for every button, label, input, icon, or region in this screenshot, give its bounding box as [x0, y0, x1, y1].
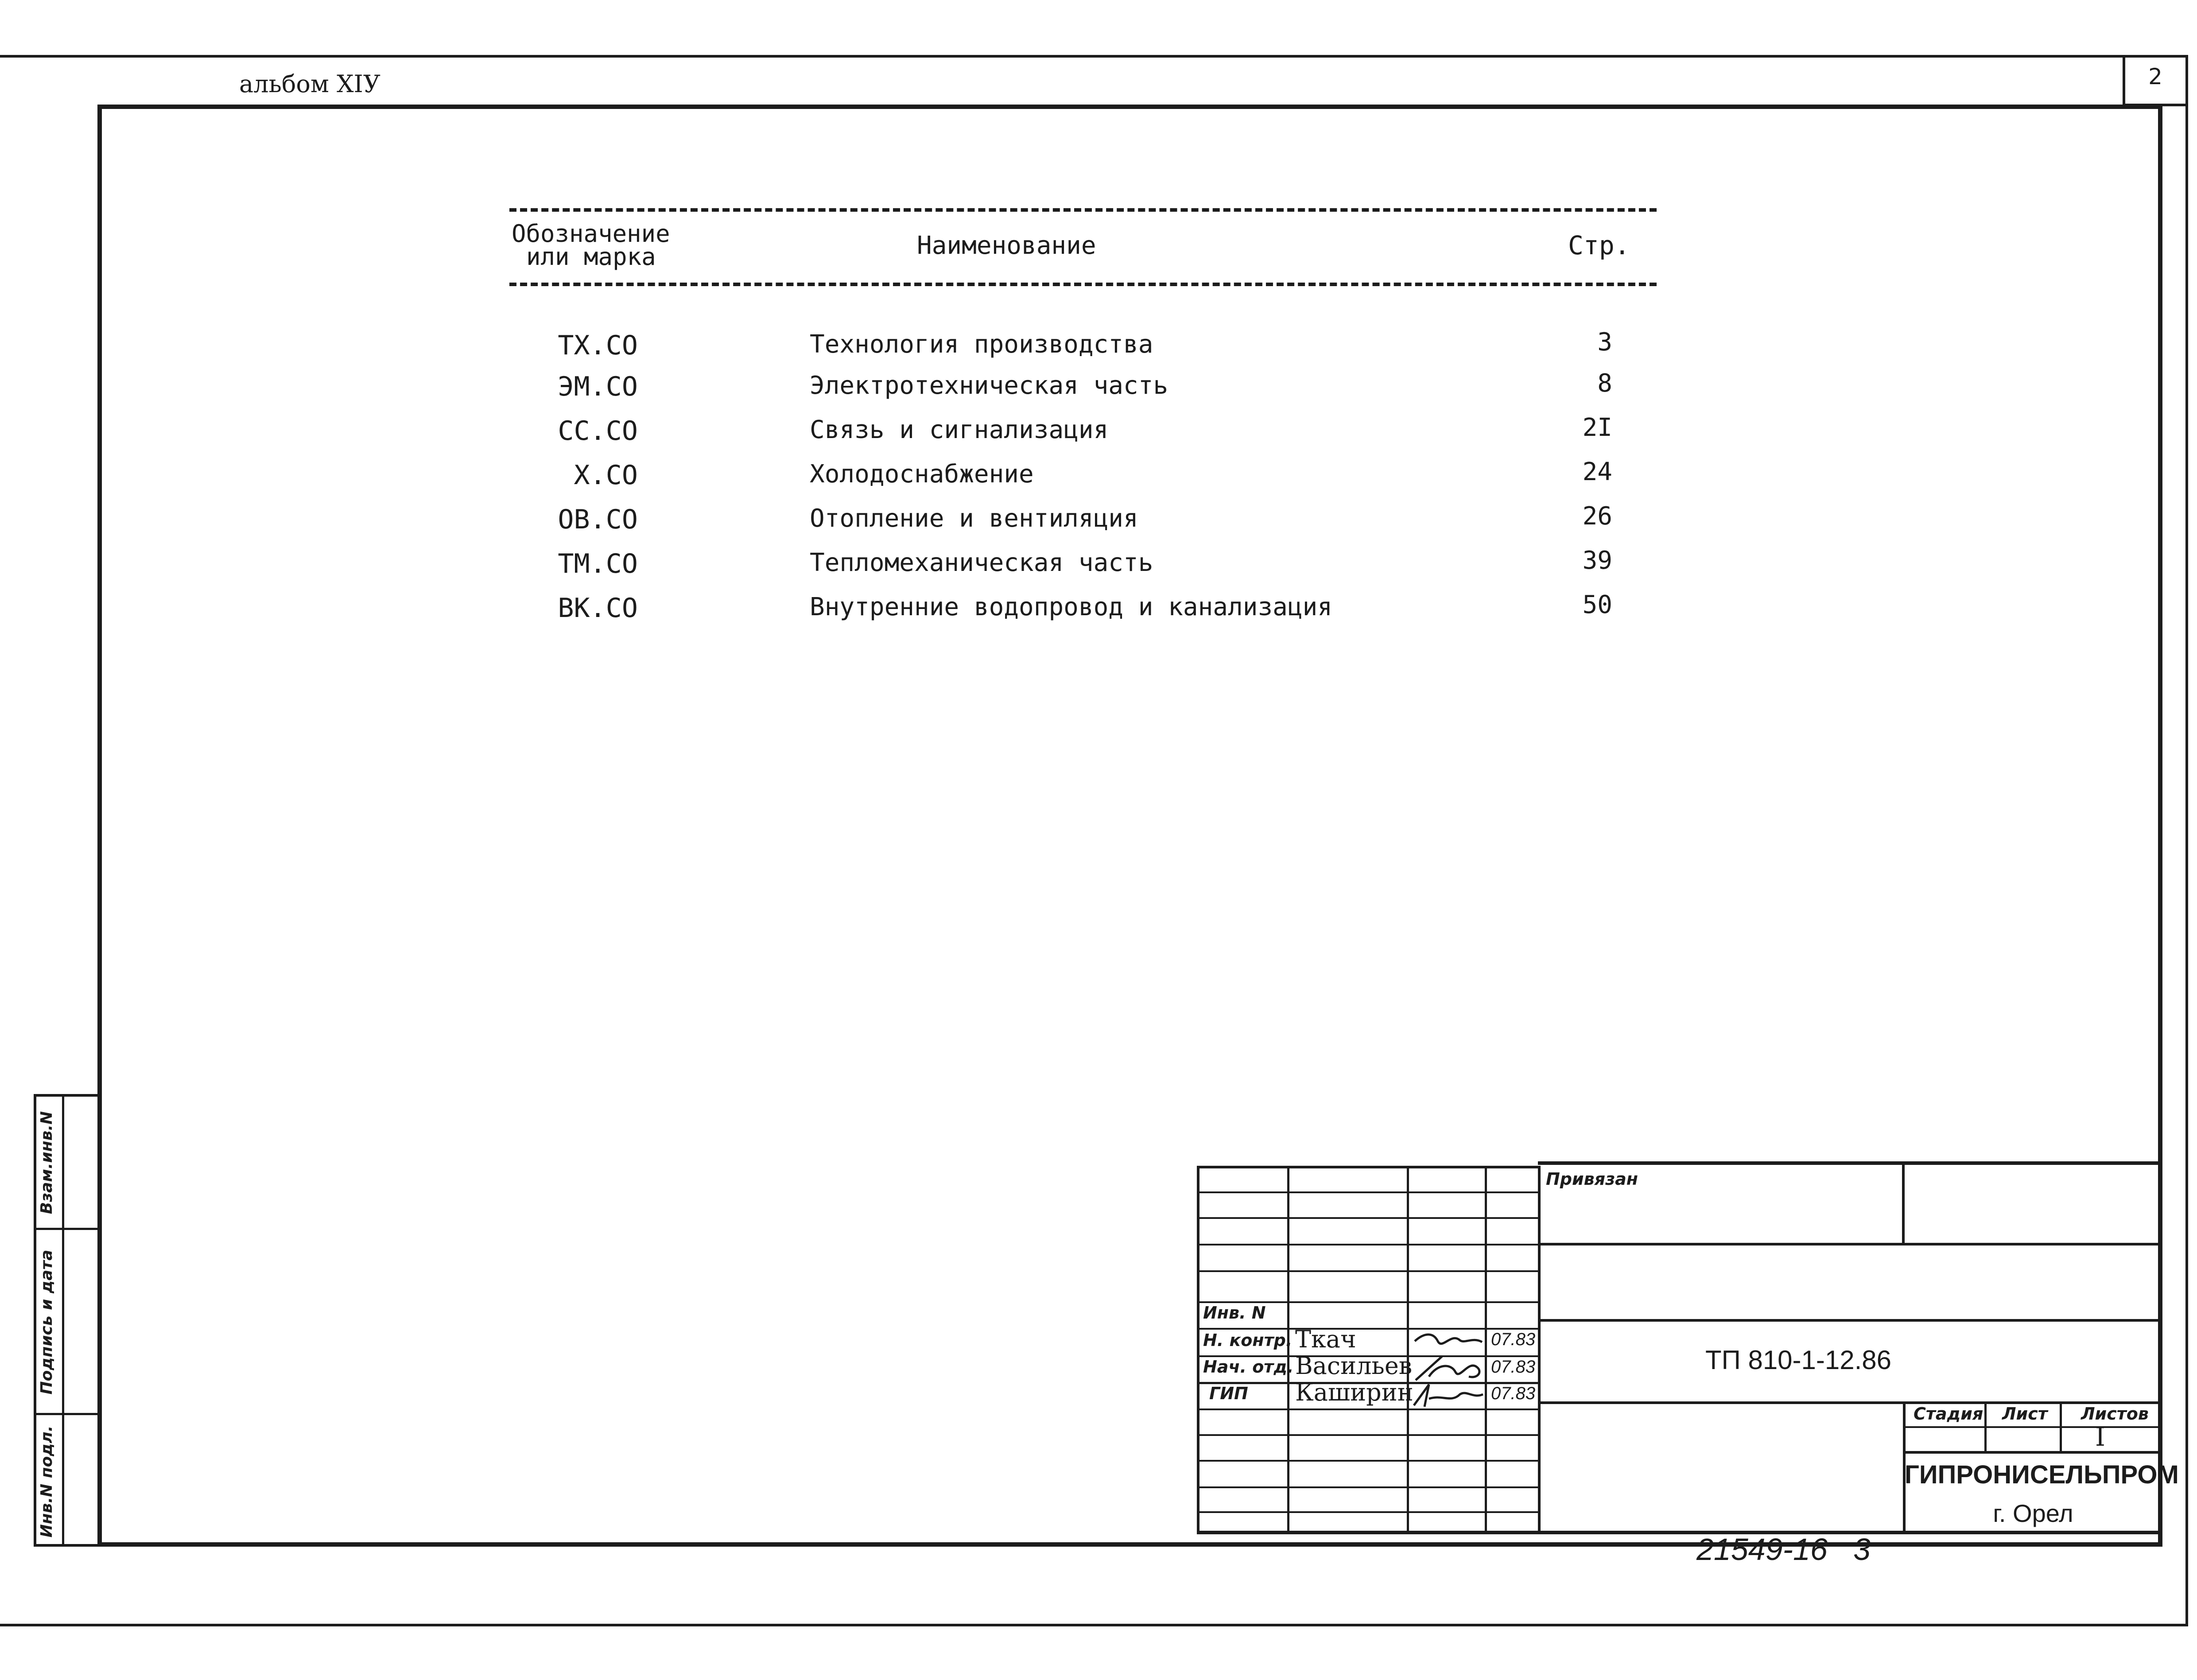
archive-number: 21549-16 3 [1696, 1532, 1871, 1567]
grid-hline [1197, 1244, 1541, 1245]
grid-hline [1197, 1511, 1541, 1513]
row-page: 3 [1597, 328, 1612, 357]
row-name: Технология производства [810, 330, 1153, 359]
side-stamp-divider [62, 1094, 64, 1547]
grid-hline [1197, 1434, 1541, 1436]
tb-hline-2 [1538, 1319, 2162, 1322]
side-stamp-vzam: Взам.инв.N [38, 1111, 56, 1214]
row-name: Связь и сигнализация [810, 415, 1109, 444]
role-person: Ткач [1295, 1325, 1356, 1353]
header-page: Стр. [1568, 230, 1630, 260]
sheet-number: 2 [2148, 64, 2162, 89]
frame-right [2158, 105, 2162, 1547]
grid-hline [1197, 1460, 1541, 1462]
row-name: Электротехническая часть [810, 371, 1168, 400]
row-code: ВК.СО [558, 593, 638, 624]
stadiya-label: Стадия [1914, 1404, 1984, 1424]
signature-3 [1411, 1381, 1485, 1408]
album-label: альбом XIУ [239, 70, 380, 98]
row-code: ТМ.СО [558, 548, 638, 579]
outer-top-border [0, 55, 2188, 58]
row-page: 8 [1597, 369, 1612, 398]
tb-stage-col-1 [1984, 1401, 1987, 1452]
row-name: Внутренние водопровод и канализация [810, 593, 1333, 621]
grid-hline [1197, 1217, 1541, 1219]
listov-label: Листов [2081, 1404, 2149, 1424]
project-code: ТП 810-1-12.86 [1705, 1345, 1892, 1375]
side-stamp-podpis: Подпись и дата [38, 1249, 56, 1395]
tb-stage-col-2 [2060, 1401, 2062, 1452]
side-stamp-inv: Инв.N подл. [38, 1425, 56, 1538]
row-name: Тепломеханическая часть [810, 548, 1153, 577]
frame-left [97, 105, 102, 1547]
role-person: Васильев [1295, 1352, 1413, 1380]
row-code: Х.СО [574, 460, 638, 491]
frame-top [97, 105, 2162, 109]
privyazan-label: Привязан [1546, 1169, 1638, 1189]
grid-hline [1197, 1328, 1541, 1330]
row-name: Отопление и вентиляция [810, 504, 1138, 533]
row-code: ТХ.СО [558, 330, 638, 361]
role-date: 07.83 [1491, 1330, 1536, 1349]
grid-hline [1197, 1191, 1541, 1193]
header-name: Наименование [917, 231, 1096, 260]
table-header-top-rule [509, 208, 1657, 212]
row-code: ЭМ.СО [558, 371, 638, 402]
row-page: 24 [1582, 458, 1612, 486]
row-page: 39 [1582, 546, 1612, 575]
role-label: Нач. отд. [1203, 1357, 1294, 1377]
table-header-bottom-rule [509, 283, 1657, 286]
tb-bottom [1197, 1531, 2162, 1534]
row-page: 50 [1582, 590, 1612, 619]
tb-right-top [1538, 1161, 2162, 1165]
signature-1 [1411, 1328, 1485, 1354]
organization-city: г. Орел [1993, 1499, 2073, 1527]
outer-bottom-border [0, 1624, 2188, 1626]
row-page: 2I [1582, 413, 1612, 442]
grid-hline [1197, 1408, 1541, 1410]
organization-name: ГИПРОНИСЕЛЬПРОМ [1905, 1460, 2179, 1489]
row-page: 26 [1582, 502, 1612, 531]
grid-hline [1197, 1270, 1541, 1272]
tb-stage-row-top [1903, 1426, 2162, 1428]
role-label: Н. контр. [1203, 1331, 1293, 1350]
role-person: Каширин [1295, 1378, 1413, 1406]
role-date: 07.83 [1491, 1384, 1536, 1403]
tb-hline-1 [1538, 1243, 2162, 1245]
tb-stage-row-bottom [1903, 1451, 2162, 1454]
grid-vline [1538, 1166, 1541, 1533]
list-label: Лист [2002, 1404, 2048, 1424]
role-date: 07.83 [1491, 1357, 1536, 1377]
tb-hline-3 [1538, 1401, 2162, 1404]
listov-value: I [2095, 1422, 2105, 1452]
header-code-line2: или марка [526, 243, 656, 271]
outer-right-border [2185, 55, 2188, 1626]
role-label: ГИП [1209, 1384, 1248, 1403]
grid-vline [1407, 1166, 1409, 1533]
inv-n-label: Инв. N [1203, 1303, 1266, 1323]
signature-2 [1411, 1354, 1485, 1382]
tb-privyazan-divider [1902, 1161, 1905, 1245]
row-name: Холодоснабжение [810, 460, 1034, 489]
row-code: ОВ.СО [558, 504, 638, 535]
header-code-line1: Обозначение [512, 220, 670, 248]
grid-hline [1197, 1486, 1541, 1488]
row-code: СС.СО [558, 415, 638, 446]
grid-vline [1485, 1166, 1487, 1533]
